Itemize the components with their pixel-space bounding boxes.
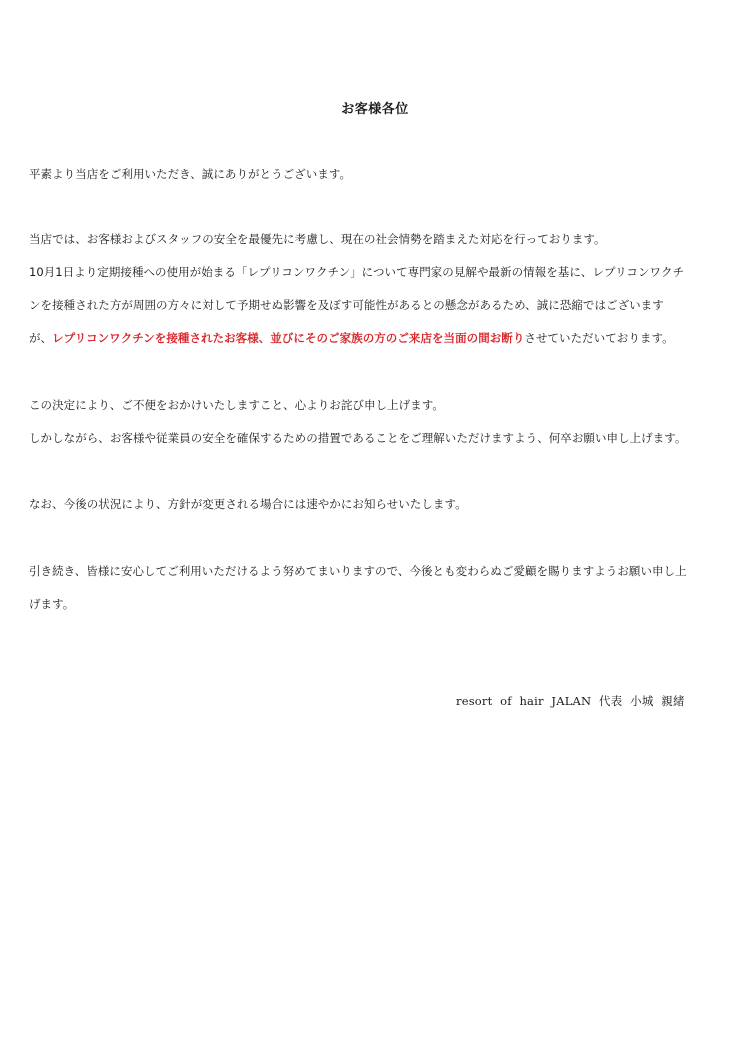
paragraph-3-line-1: なお、今後の状況により、方針が変更される場合には速やかにお知らせいたします。 (29, 497, 467, 511)
paragraph-2-line-2: しかしながら、お客様や従業員の安全を確保するための措置であることをご理解いただけますよう、何卒お願い申し上げます。 (29, 431, 687, 445)
refusal-notice-emphasis: レプリコンワクチンを接種されたお客様、並びにそのご家族の方のご来店を当面の間お断り (52, 331, 525, 345)
paragraph-1-line-1: 当店では、お客様およびスタッフの安全を最優先に考慮し、現在の社会情勢を踏まえた対応を行っております。 (29, 232, 606, 246)
paragraph-1-line-4 (29, 330, 674, 346)
paragraph-4-line-1: 引き続き、皆様に安心してご利用いただけるよう努めてまいりますので、今後とも変わらぬご愛顧を賜りますようお願い申し上 (29, 564, 687, 578)
paragraph-2-line-1: この決定により、ご不便をおかけいたしますこと、心よりお詫び申し上げます。 (29, 398, 444, 412)
paragraph-1-line-3: ンを接種された方が周囲の方々に対して予期せぬ影響を及ぼす可能性があるとの懸念があるため、誠に恐縮ではございます (29, 298, 664, 312)
document-title: お客様各位 (341, 102, 409, 117)
paragraph-1-line-2: 10月1日より定期接種への使用が始まる「レプリコンワクチン」について専門家の見解や最新の情報を基に、レプリコンワクチ (29, 265, 685, 279)
paragraph-1-line-4-suffix: させていただいております。 (524, 331, 674, 345)
greeting-text: 平素より当店をご利用いただき、誠にありがとうございます。 (29, 167, 352, 181)
paragraph-4-line-2: げます。 (29, 597, 75, 611)
signature: resort of hair JALAN 代表 小城 親緒 (456, 694, 685, 708)
paragraph-1-line-4-prefix: が、 (29, 331, 53, 345)
